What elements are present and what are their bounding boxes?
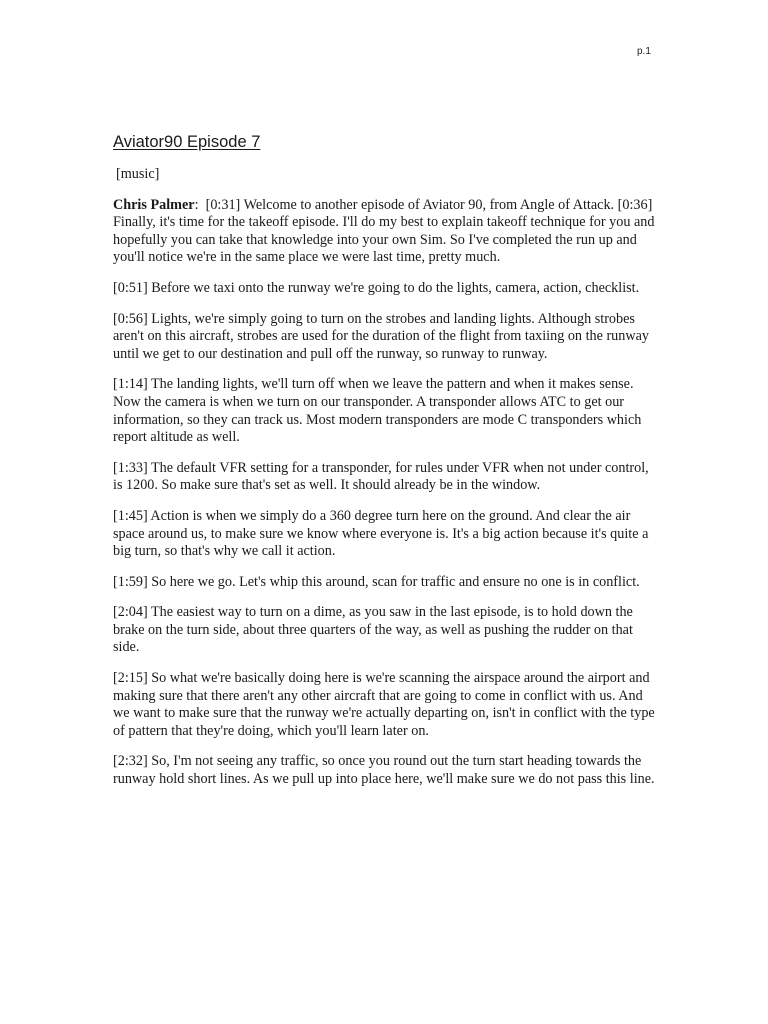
transcript-paragraph: [0:51] Before we taxi onto the runway we're going to do the lights, camera, action, checklist. — [113, 279, 640, 296]
transcript-paragraph: [1:33] The default VFR setting for a transponder, for rules under VFR when not under control, is 1200. So make sure that's set as well. It should already be in the window. — [113, 459, 649, 494]
document-title: Aviator90 Episode 7 — [113, 133, 261, 151]
transcript-body — [113, 166, 658, 802]
transcript-paragraph: [0:56] Lights, we're simply going to turn on the strobes and landing lights. Although strobes aren't on this aircraft, strobes are used for the duration of the flight from taxiing on the runway until we get to our destination and pull off the runway, so runway to runway. — [113, 310, 650, 362]
speaker-name: Chris Palmer — [113, 196, 195, 213]
transcript-paragraph: [1:59] So here we go. Let's whip this around, scan for traffic and ensure no one is in conflict. — [113, 573, 640, 590]
page-number: p.1 — [637, 46, 651, 57]
transcript-paragraph: [1:45] Action is when we simply do a 360 degree turn here on the ground. And clear the air space around us, to make sure we know where everyone is. It's a big action because it's quite a big turn, so that's why we call it action. — [113, 507, 649, 560]
music-cue: [music] — [116, 166, 160, 182]
transcript-paragraph — [113, 197, 658, 267]
transcript-paragraph: [2:15] So what we're basically doing here is we're scanning the airspace around the airport and making sure that there aren't any other aircraft that are going to come in conflict with us. And we want to make sure that the runway we're actually departing on, isn't in conflict with the type of pattern that they're doing, which you'll learn later on. — [113, 670, 655, 739]
speaker-separator: : — [194, 196, 199, 213]
transcript-paragraph: [1:14] The landing lights, we'll turn off when we leave the pattern and when it makes sense. Now the camera is when we turn on our transponder. A transponder allows ATC to get our information, so they can track us. Most modern transponders are mode C transponders which report altitude as well. — [113, 376, 642, 446]
transcript-paragraph: [2:04] The easiest way to turn on a dime, as you saw in the last episode, is to hold down the brake on the turn side, about three quarters of the way, as well as pushing the rudder on that side. — [113, 604, 633, 656]
transcript-paragraph: [2:32] So, I'm not seeing any traffic, so once you round out the turn start heading towards the runway hold short lines. As we pull up into place here, we'll make sure we do not pass this line. — [113, 753, 655, 788]
paragraph-text: [0:31] Welcome to another episode of Aviator 90, from Angle of Attack. [0:36] Finally, it's time for the takeoff episode. I'll do my best to explain takeoff technique for you and hopefully you can take that knowledge into your own Sim. So I've completed the run up and you'll notice we're in the same place we were last time, pretty much. — [113, 196, 655, 266]
